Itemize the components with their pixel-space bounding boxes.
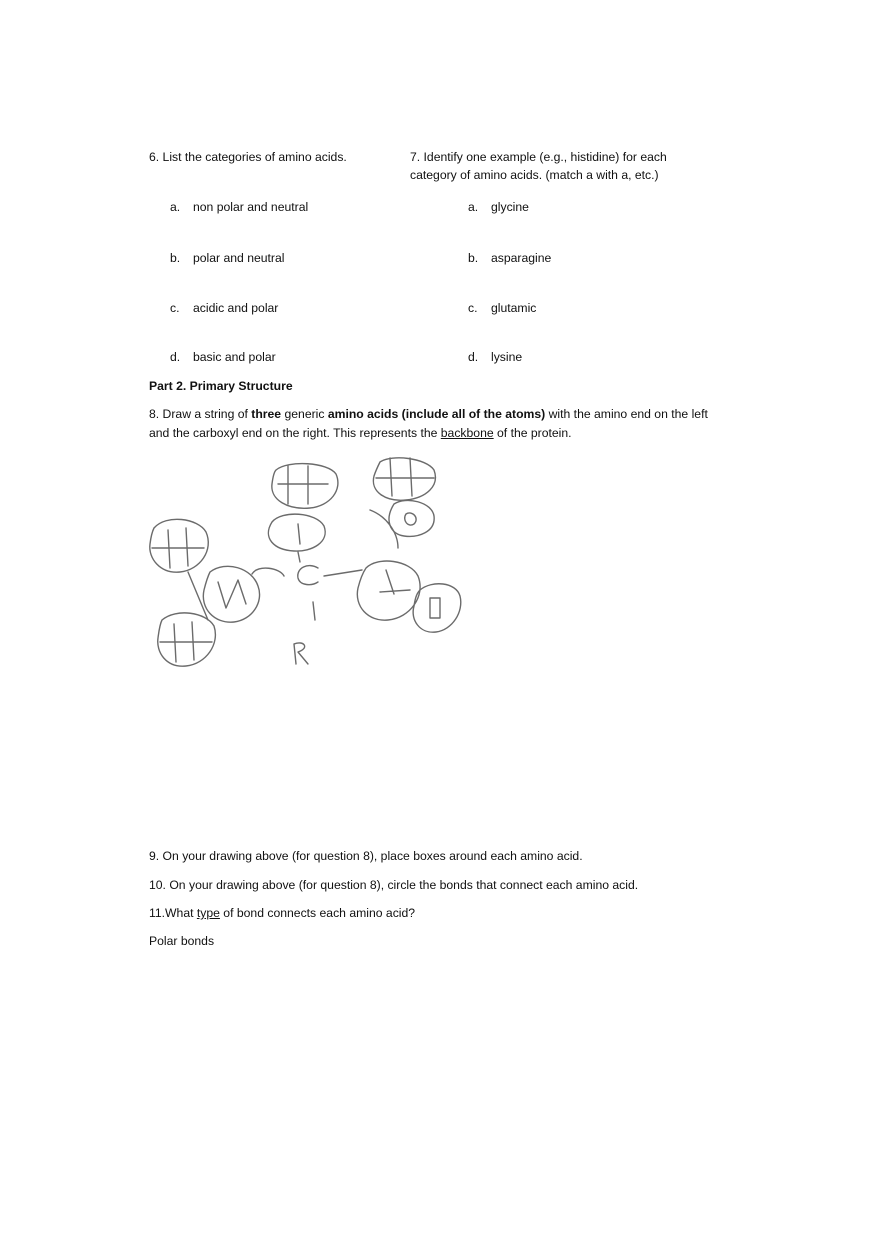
part-2-heading: Part 2. Primary Structure [149, 379, 293, 393]
example-text: asparagine [491, 251, 552, 265]
q11-underline-type: type [196, 906, 220, 920]
category-text: non polar and neutral [193, 200, 309, 214]
list-letter: d. [468, 350, 479, 364]
question-8-line-2 [149, 424, 572, 442]
list-letter: c. [170, 301, 180, 315]
example-text: glutamic [491, 301, 537, 315]
question-7-line-2: category of amino acids. (match a with a, etc.) [410, 168, 659, 182]
question-11 [149, 904, 415, 922]
q8-bold-three: three [251, 407, 282, 421]
answer-11: Polar bonds [149, 934, 215, 948]
q8-text: with the amino end on the left [545, 407, 708, 421]
handwritten-drawing [148, 452, 468, 674]
q8-underline-backbone: backbone [440, 426, 494, 440]
example-text: glycine [491, 200, 529, 214]
q8-text: 8. Draw a string of [149, 407, 252, 421]
question-9: 9. On your drawing above (for question 8), place boxes around each amino acid. [149, 849, 583, 863]
list-letter: c. [468, 301, 478, 315]
q8-text: and the carboxyl end on the right. This represents the [149, 426, 441, 440]
question-6: 6. List the categories of amino acids. [149, 150, 347, 164]
list-letter: d. [170, 350, 181, 364]
category-text: basic and polar [193, 350, 276, 364]
list-letter: b. [170, 251, 181, 265]
example-text: lysine [491, 350, 523, 364]
list-letter: a. [468, 200, 479, 214]
question-8-line-1 [149, 405, 708, 423]
question-7-line-1: 7. Identify one example (e.g., histidine) for each [410, 150, 667, 164]
category-text: acidic and polar [193, 301, 279, 315]
list-letter: a. [170, 200, 181, 214]
q8-bold-amino: amino acids (include all of the atoms) [327, 407, 546, 421]
q11-text: of bond connects each amino acid? [219, 906, 416, 920]
q8-text: generic [281, 407, 328, 421]
category-text: polar and neutral [193, 251, 285, 265]
q8-text: of the protein. [493, 426, 572, 440]
q11-text: 11.What [149, 906, 197, 920]
list-letter: b. [468, 251, 479, 265]
question-10: 10. On your drawing above (for question 8), circle the bonds that connect each amino acid. [149, 878, 639, 892]
